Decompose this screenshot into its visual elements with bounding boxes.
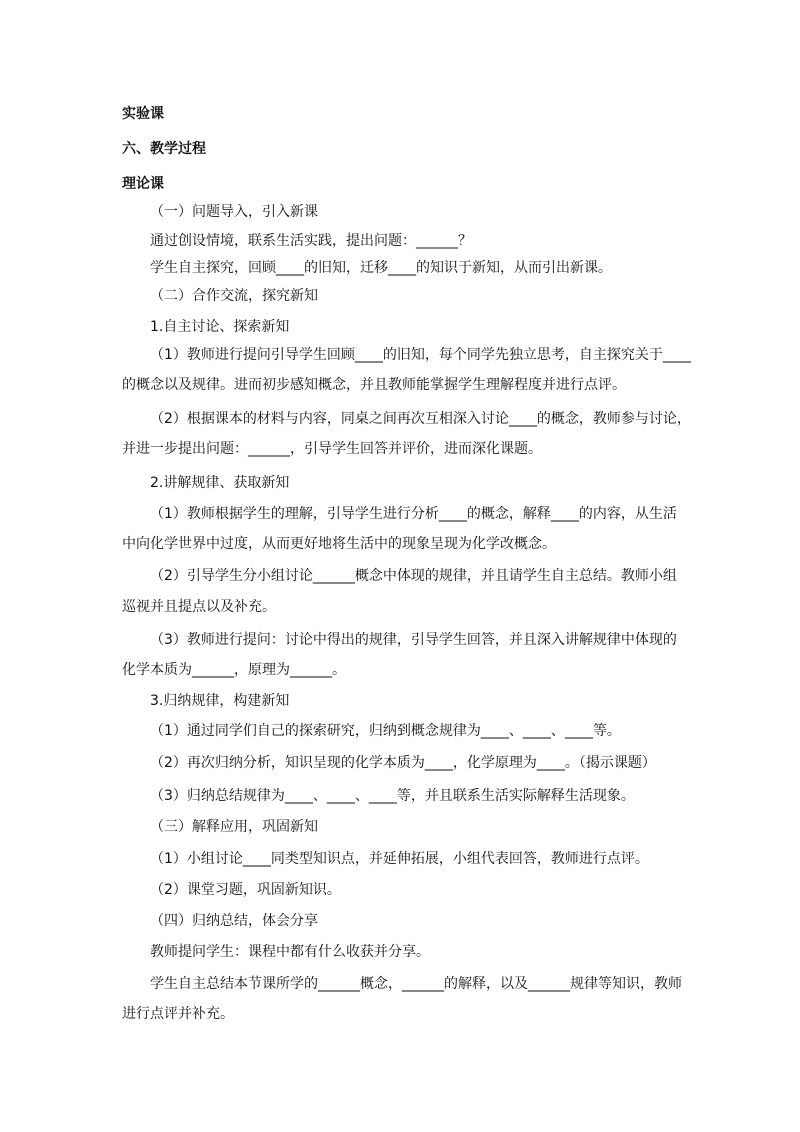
- paragraph-line: （1）教师根据学生的理解，引导学生进行分析____的概念，解释____的内容，从生活: [150, 506, 677, 522]
- numbered-heading-1: 1.自主讨论、探索新知: [150, 319, 290, 335]
- section-label-experiment: 实验课: [122, 106, 164, 122]
- paragraph-line: 进行点评并补充。: [122, 1006, 234, 1022]
- paragraph-line: 学生自主总结本节课所学的______概念，______的解释，以及______规律等知识，教师: [150, 976, 682, 992]
- paragraph-line: （2）根据课本的材料与内容，同桌之间再次互相深入讨论____的概念，教师参与讨论，: [150, 411, 691, 427]
- subheading-2: （二）合作交流，探究新知: [150, 288, 318, 304]
- paragraph-line: 巡视并且提点以及补充。: [122, 599, 276, 615]
- subheading-1: （一）问题导入，引入新课: [150, 204, 318, 220]
- paragraph-line: （2）引导学生分小组讨论______概念中体现的规律，并且请学生自主总结。教师小组: [150, 568, 677, 584]
- paragraph-line: （3）归纳总结规律为____、____、____等，并且联系生活实际解释生活现象。: [150, 788, 635, 804]
- section-label-theory: 理论课: [122, 176, 164, 192]
- paragraph-line: 并进一步提出问题：______，引导学生回答并评价，进而深化课题。: [122, 441, 542, 457]
- subheading-4: （四）归纳总结，体会分享: [150, 913, 318, 929]
- numbered-heading-2: 2.讲解规律、获取新知: [150, 475, 290, 491]
- paragraph-line: 教师提问学生：课程中都有什么收获并分享。: [150, 944, 430, 960]
- paragraph-line: 学生自主探究，回顾____的旧知，迁移____的知识于新知，从而引出新课。: [150, 260, 612, 276]
- paragraph-line: （1）教师进行提问引导学生回顾____的旧知，每个同学先独立思考，自主探究关于____: [150, 347, 691, 363]
- paragraph-line: （2）再次归纳分析，知识呈现的化学本质为____，化学原理为____。（揭示课题）: [150, 755, 656, 771]
- paragraph-line: （3）教师进行提问：讨论中得出的规律，引导学生回答，并且深入讲解规律中体现的: [150, 632, 677, 648]
- paragraph-line: 通过创设情境，联系生活实践，提出问题：______？: [150, 233, 472, 249]
- subheading-3: （三）解释应用，巩固新知: [150, 819, 318, 835]
- numbered-heading-3: 3.归纳规律，构建新知: [150, 693, 290, 709]
- paragraph-line: （2）课堂习题，巩固新知识。: [150, 882, 341, 898]
- paragraph-line: （1）通过同学们自己的探索研究，归纳到概念规律为____、____、____等。: [150, 723, 621, 739]
- paragraph-line: 化学本质为______，原理为______。: [122, 662, 346, 678]
- section-heading-teaching-process: 六、教学过程: [122, 141, 206, 157]
- paragraph-line: （1）小组讨论____同类型知识点，并延伸拓展，小组代表回答，教师进行点评。: [150, 851, 649, 867]
- paragraph-line: 中向化学世界中过度，从而更好地将生活中的现象呈现为化学改概念。: [122, 536, 556, 552]
- paragraph-line: 的概念以及规律。进而初步感知概念，并且教师能掌握学生理解程度并进行点评。: [122, 377, 626, 393]
